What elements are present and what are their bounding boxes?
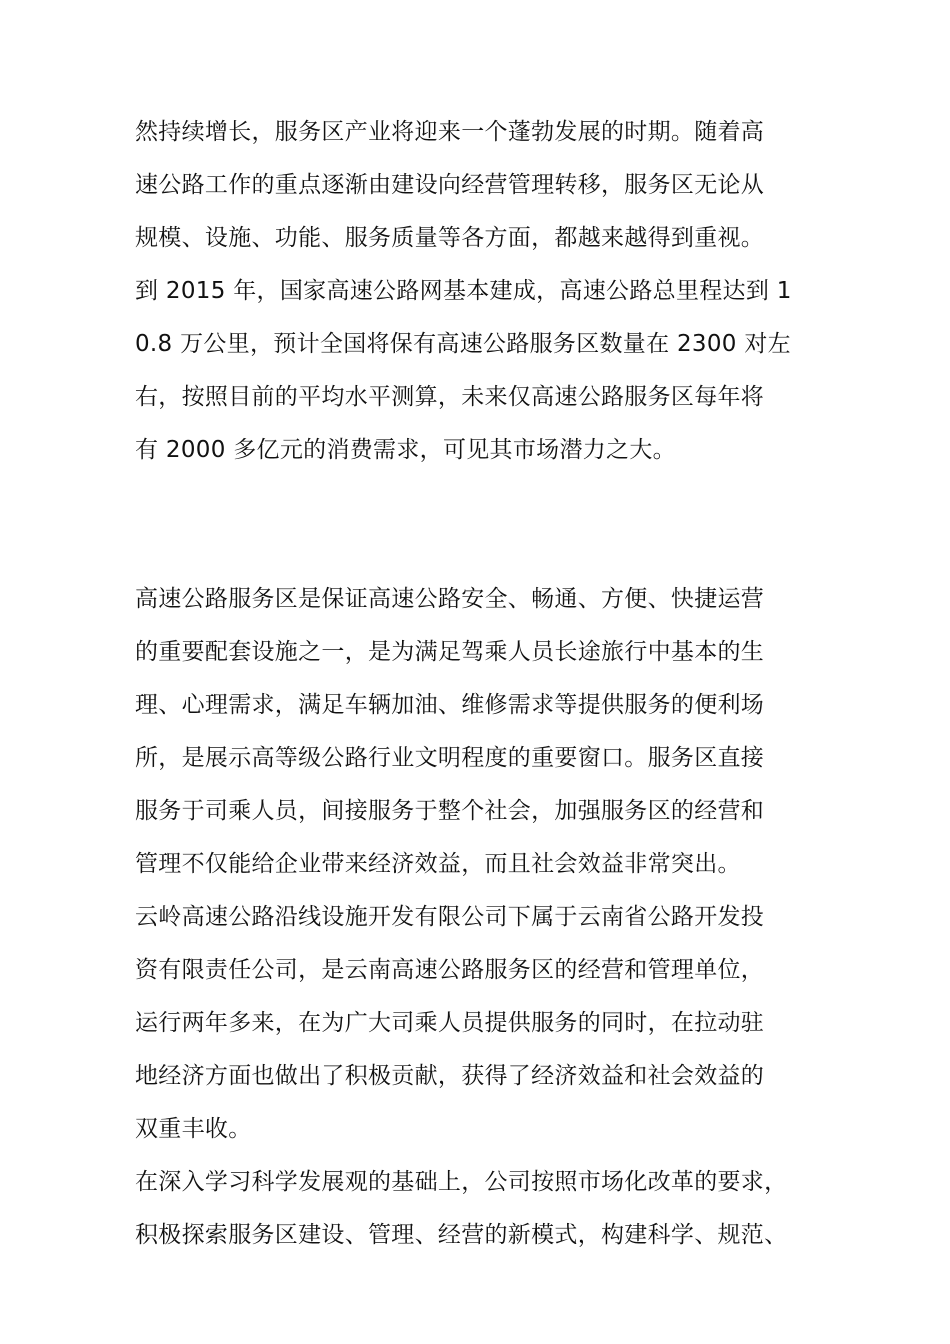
text-line: 有 2000 多亿元的消费需求，可见其市场潜力之大。	[135, 437, 676, 463]
text-line: 所，是展示高等级公路行业文明程度的重要窗口。服务区直接	[135, 745, 765, 771]
text-line: 规模、设施、功能、服务质量等各方面，都越来越得到重视。	[135, 225, 765, 251]
text-line: 管理不仅能给企业带来经济效益，而且社会效益非常突出。	[135, 851, 741, 877]
text-line: 资有限责任公司，是云南高速公路服务区的经营和管理单位，	[135, 957, 765, 983]
text-line: 到 2015 年，国家高速公路网基本建成，高速公路总里程达到 1	[135, 278, 792, 304]
text-line: 右，按照目前的平均水平测算，未来仅高速公路服务区每年将	[135, 384, 765, 410]
text-line: 服务于司乘人员，间接服务于整个社会，加强服务区的经营和	[135, 798, 765, 824]
text-line: 在深入学习科学发展观的基础上，公司按照市场化改革的要求，	[135, 1169, 788, 1195]
text-line: 速公路工作的重点逐渐由建设向经营管理转移，服务区无论从	[135, 172, 765, 198]
text-line: 的重要配套设施之一，是为满足驾乘人员长途旅行中基本的生	[135, 639, 765, 665]
text-line: 地经济方面也做出了积极贡献，获得了经济效益和社会效益的	[135, 1063, 765, 1089]
text-line: 然持续增长，服务区产业将迎来一个蓬勃发展的时期。随着高	[135, 119, 765, 145]
text-line: 运行两年多来，在为广大司乘人员提供服务的同时，在拉动驻	[135, 1010, 765, 1036]
text-line: 积极探索服务区建设、管理、经营的新模式，构建科学、规范、	[135, 1222, 788, 1248]
text-line: 云岭高速公路沿线设施开发有限公司下属于云南省公路开发投	[135, 904, 765, 930]
text-line: 0.8 万公里，预计全国将保有高速公路服务区数量在 2300 对左	[135, 331, 791, 357]
text-line: 双重丰收。	[135, 1116, 252, 1142]
text-line: 高速公路服务区是保证高速公路安全、畅通、方便、快捷运营	[135, 586, 765, 612]
text-line: 理、心理需求，满足车辆加油、维修需求等提供服务的便利场	[135, 692, 765, 718]
